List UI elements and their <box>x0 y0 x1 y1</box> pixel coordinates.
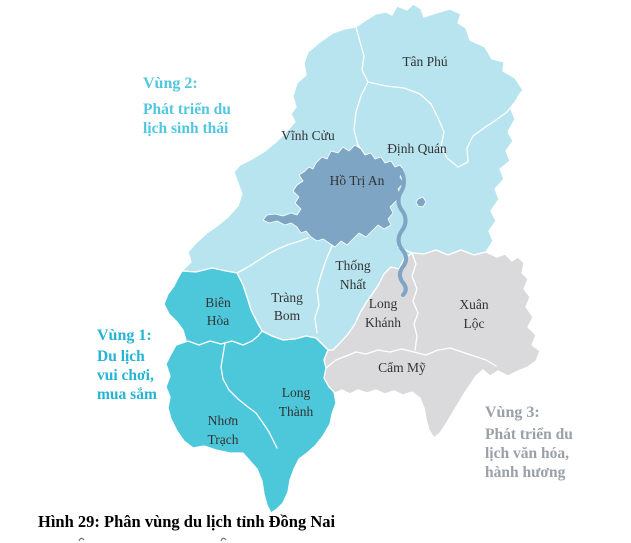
zone2-annotation <box>143 75 231 137</box>
label-bien-hoa-1: Biên <box>205 295 231 310</box>
zone1-desc-3: mua sắm <box>97 386 157 403</box>
label-long-thanh-1: Long <box>281 385 311 400</box>
label-nhon-trach-2: Trạch <box>207 432 239 447</box>
zone3-desc-3: hành hương <box>485 464 566 481</box>
label-vinh-cuu: Vĩnh Cửu <box>281 128 335 143</box>
zone3-desc-1: Phát triển du <box>485 426 573 443</box>
zone1-title: Vùng 1: <box>97 327 152 344</box>
cropped-text-fragment-left <box>79 538 84 541</box>
figure-caption: Hình 29: Phân vùng du lịch tỉnh Đồng Nai <box>38 512 336 531</box>
cropped-text-fragment-right <box>221 538 226 541</box>
label-thong-nhat-1: Thống <box>335 258 371 273</box>
label-bien-hoa-2: Hòa <box>206 313 230 328</box>
label-long-khanh-2: Khánh <box>365 315 401 330</box>
label-trang-bom-2: Bom <box>273 308 301 323</box>
label-xuan-loc-2: Lộc <box>463 316 485 331</box>
zone1-desc-2: vui chơi, <box>97 367 154 384</box>
zone3-annotation <box>485 404 573 481</box>
label-tan-phu: Tân Phú <box>402 54 448 69</box>
label-cam-my: Cẩm Mỹ <box>378 360 426 375</box>
label-long-thanh-2: Thành <box>278 404 314 419</box>
label-long-khanh-1: Long <box>368 296 398 311</box>
label-dinh-quan: Định Quán <box>387 141 447 156</box>
label-nhon-trach-1: Nhơn <box>207 413 239 428</box>
label-xuan-loc-1: Xuân <box>459 297 489 312</box>
zone2-title: Vùng 2: <box>143 75 198 92</box>
zone1-annotation <box>97 327 157 403</box>
zone2-desc-1: Phát triển du <box>143 101 231 118</box>
label-trang-bom-1: Tràng <box>271 290 303 305</box>
label-thong-nhat-2: Nhất <box>339 277 367 292</box>
zone3-title: Vùng 3: <box>485 404 540 421</box>
zone3-desc-2: lịch văn hóa, <box>485 445 569 462</box>
label-ho-tri-an: Hồ Trị An <box>329 173 385 188</box>
zone1-desc-1: Du lịch <box>97 348 145 365</box>
zone2-desc-2: lịch sinh thái <box>143 120 229 137</box>
